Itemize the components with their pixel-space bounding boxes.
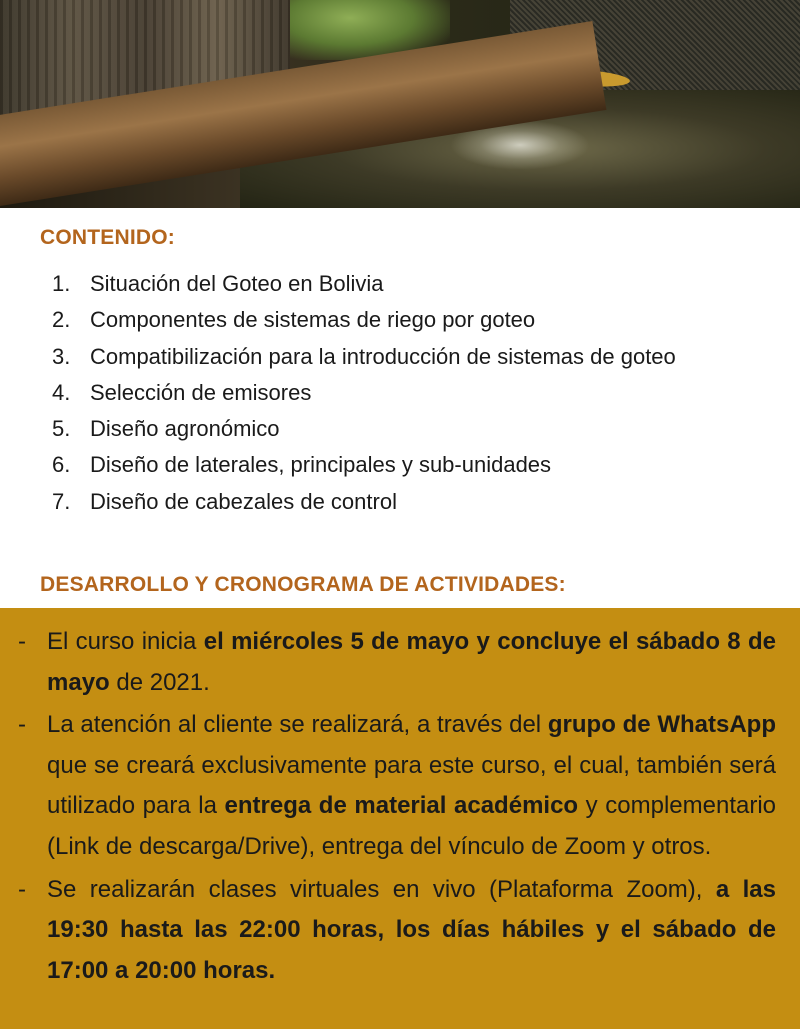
list-item — [52, 304, 676, 340]
list-number: 7. — [52, 488, 71, 514]
activity-item-schedule — [18, 870, 776, 992]
contenido-title: CONTENIDO: — [40, 226, 175, 249]
list-number: 2. — [52, 307, 71, 333]
list-item — [52, 377, 676, 413]
activity-item-whatsapp — [18, 705, 776, 867]
list-number: 6. — [52, 452, 71, 478]
activity-item-start-dates — [18, 622, 776, 703]
contents-list — [52, 268, 676, 522]
list-text: Componentes de sistemas de riego por goteo — [90, 307, 536, 333]
list-text: Diseño de laterales, principales y sub-unidades — [90, 452, 552, 478]
list-number: 5. — [52, 416, 71, 442]
list-item — [52, 268, 676, 304]
list-text: Diseño de cabezales de control — [90, 488, 397, 514]
desarrollo-title: DESARROLLO Y CRONOGRAMA DE ACTIVIDADES: — [40, 573, 566, 596]
header-photo — [0, 0, 800, 208]
list-number: 3. — [52, 343, 71, 369]
list-item — [52, 341, 676, 377]
bullet-dash: - — [18, 628, 26, 655]
bullet-dash: - — [18, 875, 26, 903]
list-item — [52, 449, 676, 485]
activity-text: Se realizarán clases virtuales en vivo (Plataforma Zoom), a las 19:30 hasta las 22:00 horas, los días hábiles y el sábado de 17:00 a 20:00 horas. — [47, 875, 776, 984]
list-text: Compatibilización para la introducción de sistemas de goteo — [90, 343, 676, 369]
list-text: Situación del Goteo en Bolivia — [90, 271, 384, 296]
list-item — [52, 413, 676, 449]
list-item — [52, 486, 676, 522]
list-number: 1. — [52, 271, 71, 296]
activity-text: El curso inicia el miércoles 5 de mayo y concluye el sábado 8 de mayo de 2021. — [47, 628, 776, 696]
list-text: Diseño agronómico — [90, 416, 280, 442]
list-number: 4. — [52, 379, 71, 405]
list-text: Selección de emisores — [90, 379, 312, 405]
activity-text: La atención al cliente se realizará, a través del grupo de WhatsApp que se creará exclusivamente para este curso, el cual, también será utilizado para la entrega de material académico y complementario (Link de descarga/Drive), entrega del vínculo de Zoom y otros. — [47, 711, 776, 860]
activities-panel — [0, 608, 800, 1029]
activities-list — [18, 622, 776, 993]
bullet-dash: - — [18, 711, 26, 739]
